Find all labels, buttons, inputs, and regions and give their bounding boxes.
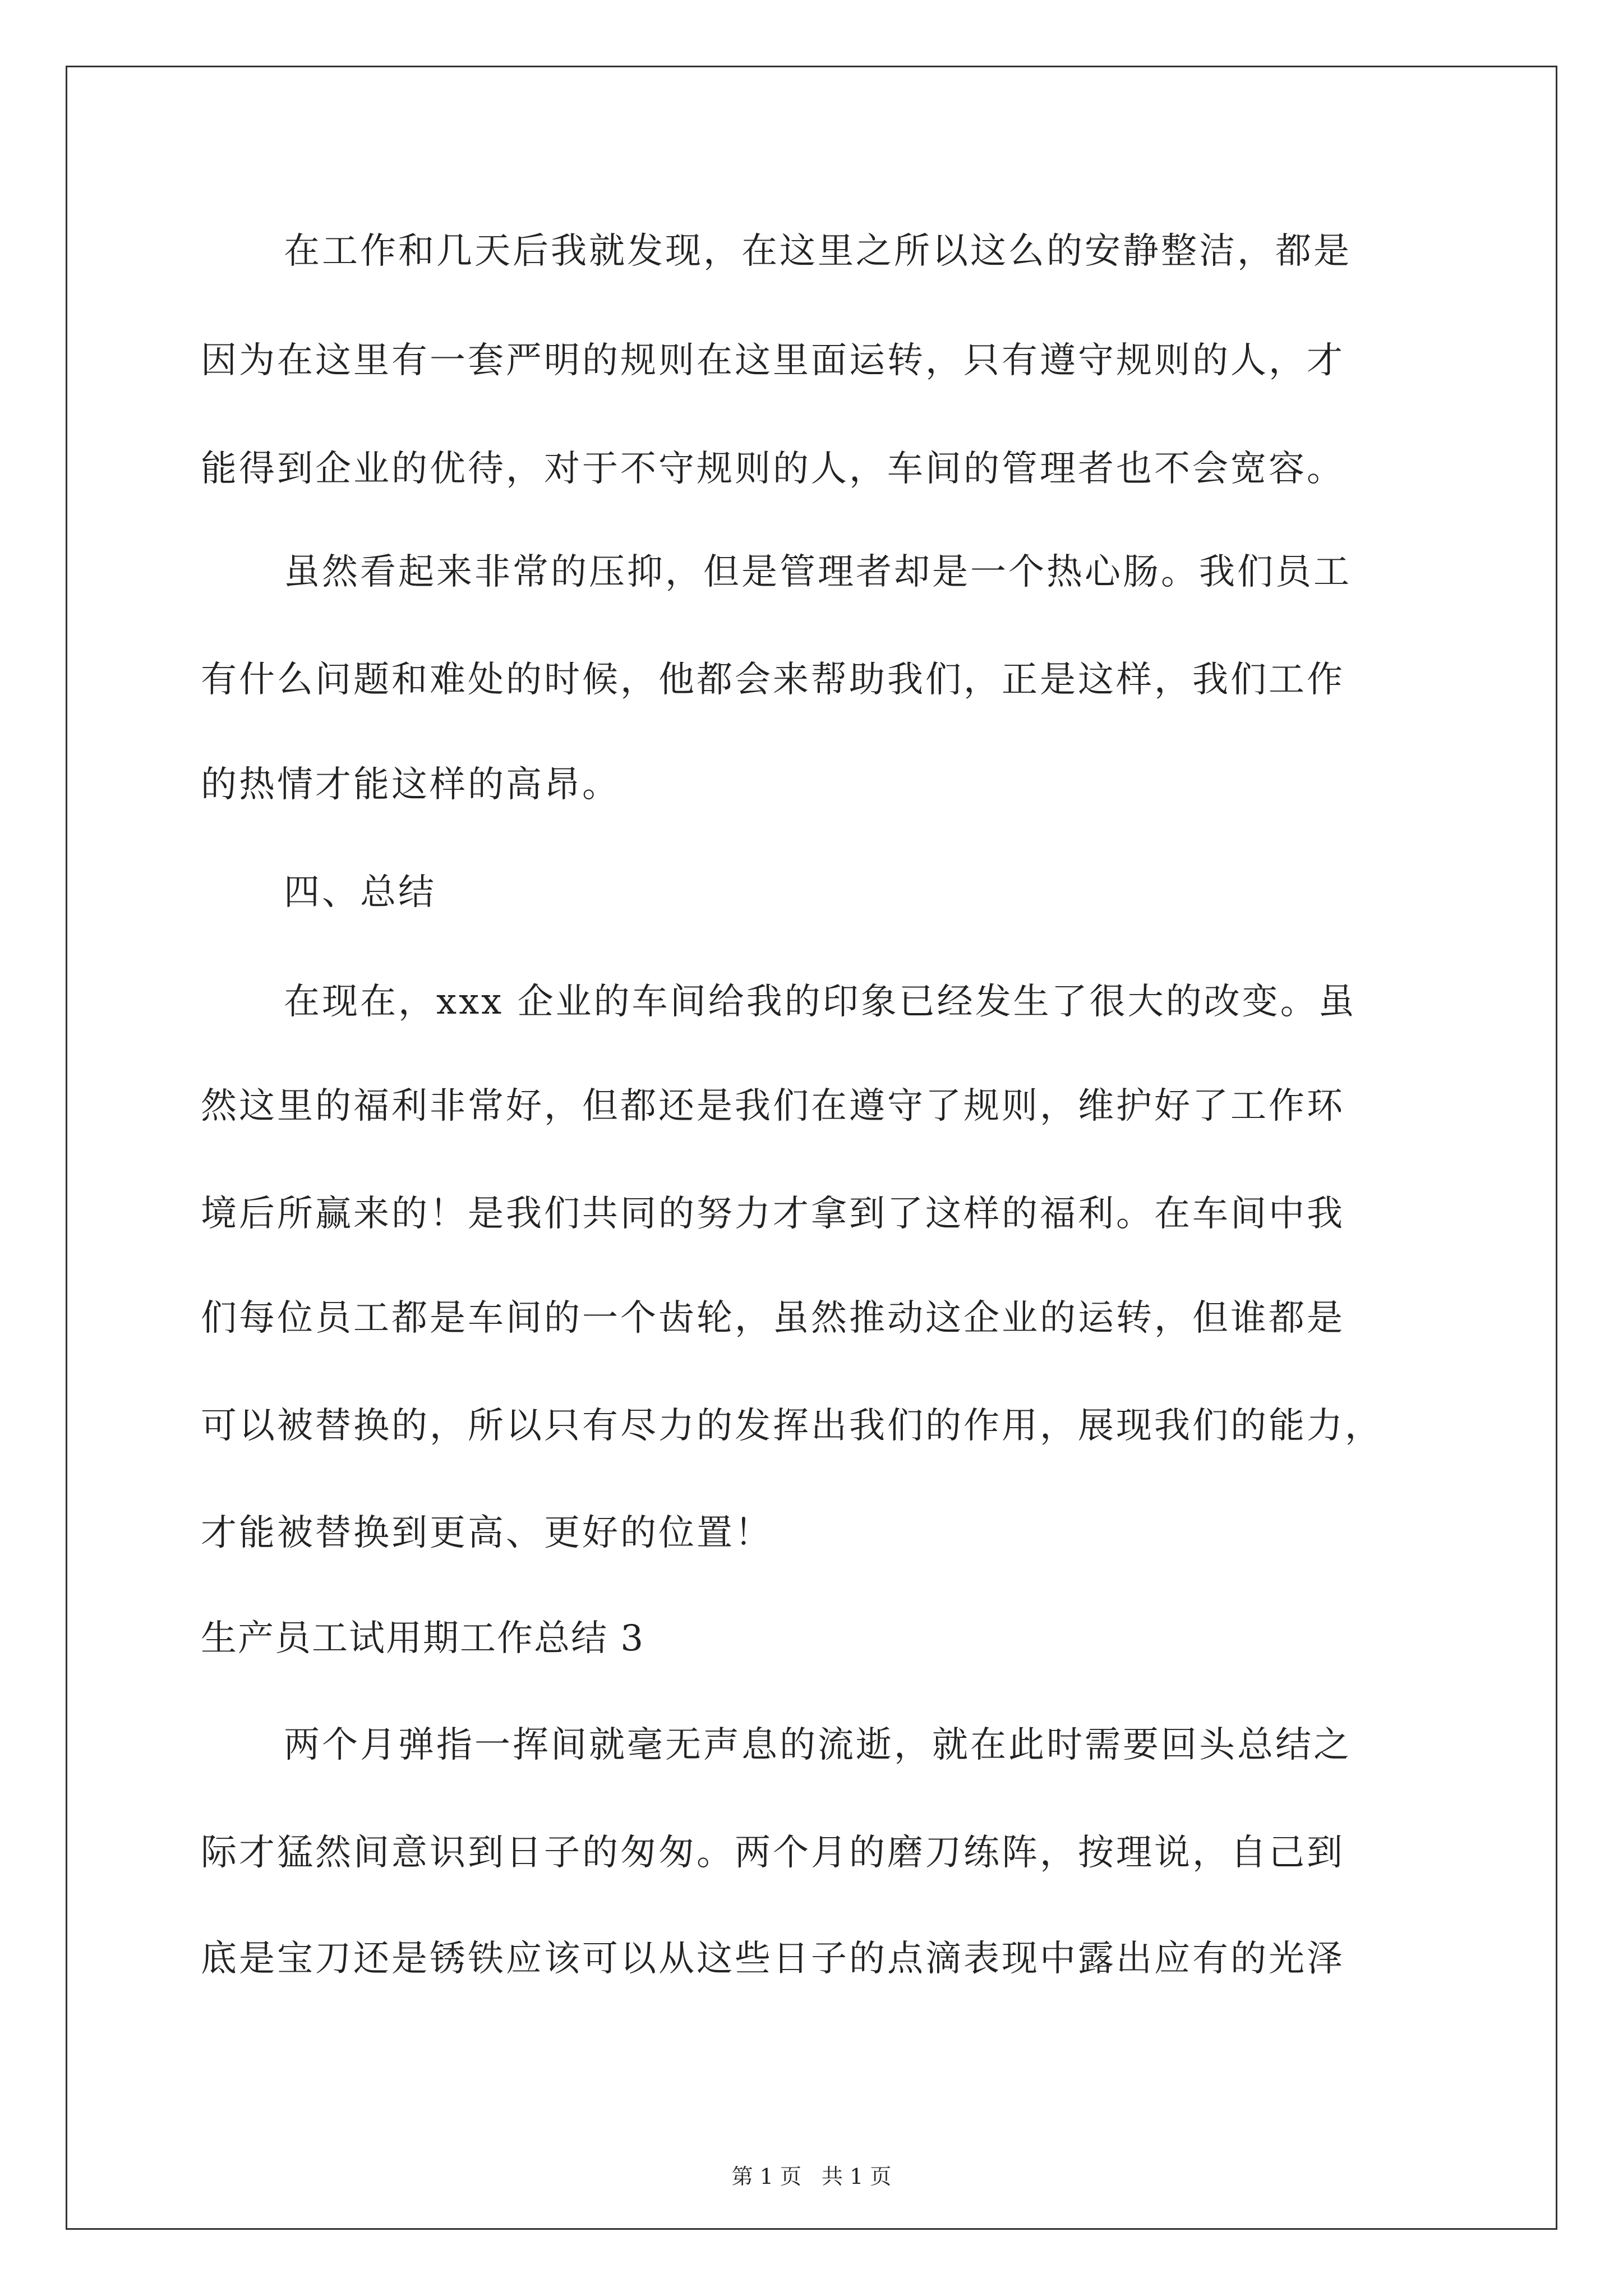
paragraph-line: 两个月弹指一挥间就毫无声息的流逝，就在此时需要回头总结之 (284, 1724, 1352, 1766)
paragraph-line: 底是宝刀还是锈铁应该可以从这些日子的点滴表现中露出应有的光泽 (201, 1938, 1345, 1980)
paragraph-line: 有什么问题和难处的时候，他都会来帮助我们，正是这样，我们工作 (201, 659, 1345, 701)
page-footer (0, 2162, 1623, 2191)
paragraph-line: 可以被替换的，所以只有尽力的发挥出我们的作用，展现我们的能力， (201, 1405, 1383, 1447)
paragraph-line: 们每位员工都是车间的一个齿轮，虽然推动这企业的运转，但谁都是 (201, 1297, 1345, 1339)
paragraph-line: 才能被替换到更高、更好的位置！ (201, 1512, 773, 1554)
paragraph-line: 然这里的福利非常好，但都还是我们在遵守了规则，维护好了工作环 (201, 1085, 1345, 1127)
section-heading: 四、总结 (284, 872, 436, 913)
paragraph-line: 能得到企业的优待，对于不守规则的人，车间的管理者也不会宽容。 (201, 448, 1345, 490)
paragraph-line: 因为在这里有一套严明的规则在这里面运转，只有遵守规则的人，才 (201, 340, 1345, 381)
page-total: 共 1 页 (822, 2164, 892, 2189)
paragraph-line: 虽然看起来非常的压抑，但是管理者却是一个热心肠。我们员工 (284, 551, 1352, 593)
page-number: 第 1 页 (731, 2164, 801, 2189)
paragraph-line: 境后所赢来的！是我们共同的努力才拿到了这样的福利。在车间中我 (201, 1193, 1345, 1235)
paragraph-line: 在现在，xxx 企业的车间给我的印象已经发生了很大的改变。虽 (284, 981, 1357, 1023)
page-border (66, 66, 1557, 2230)
paragraph-line: 在工作和几天后我就发现，在这里之所以这么的安静整洁，都是 (284, 231, 1352, 272)
paragraph-line: 的热情才能这样的高昂。 (201, 764, 620, 806)
paragraph-line: 际才猛然间意识到日子的匆匆。两个月的磨刀练阵，按理说，自己到 (201, 1832, 1345, 1874)
document-heading: 生产员工试用期工作总结 3 (201, 1618, 645, 1659)
